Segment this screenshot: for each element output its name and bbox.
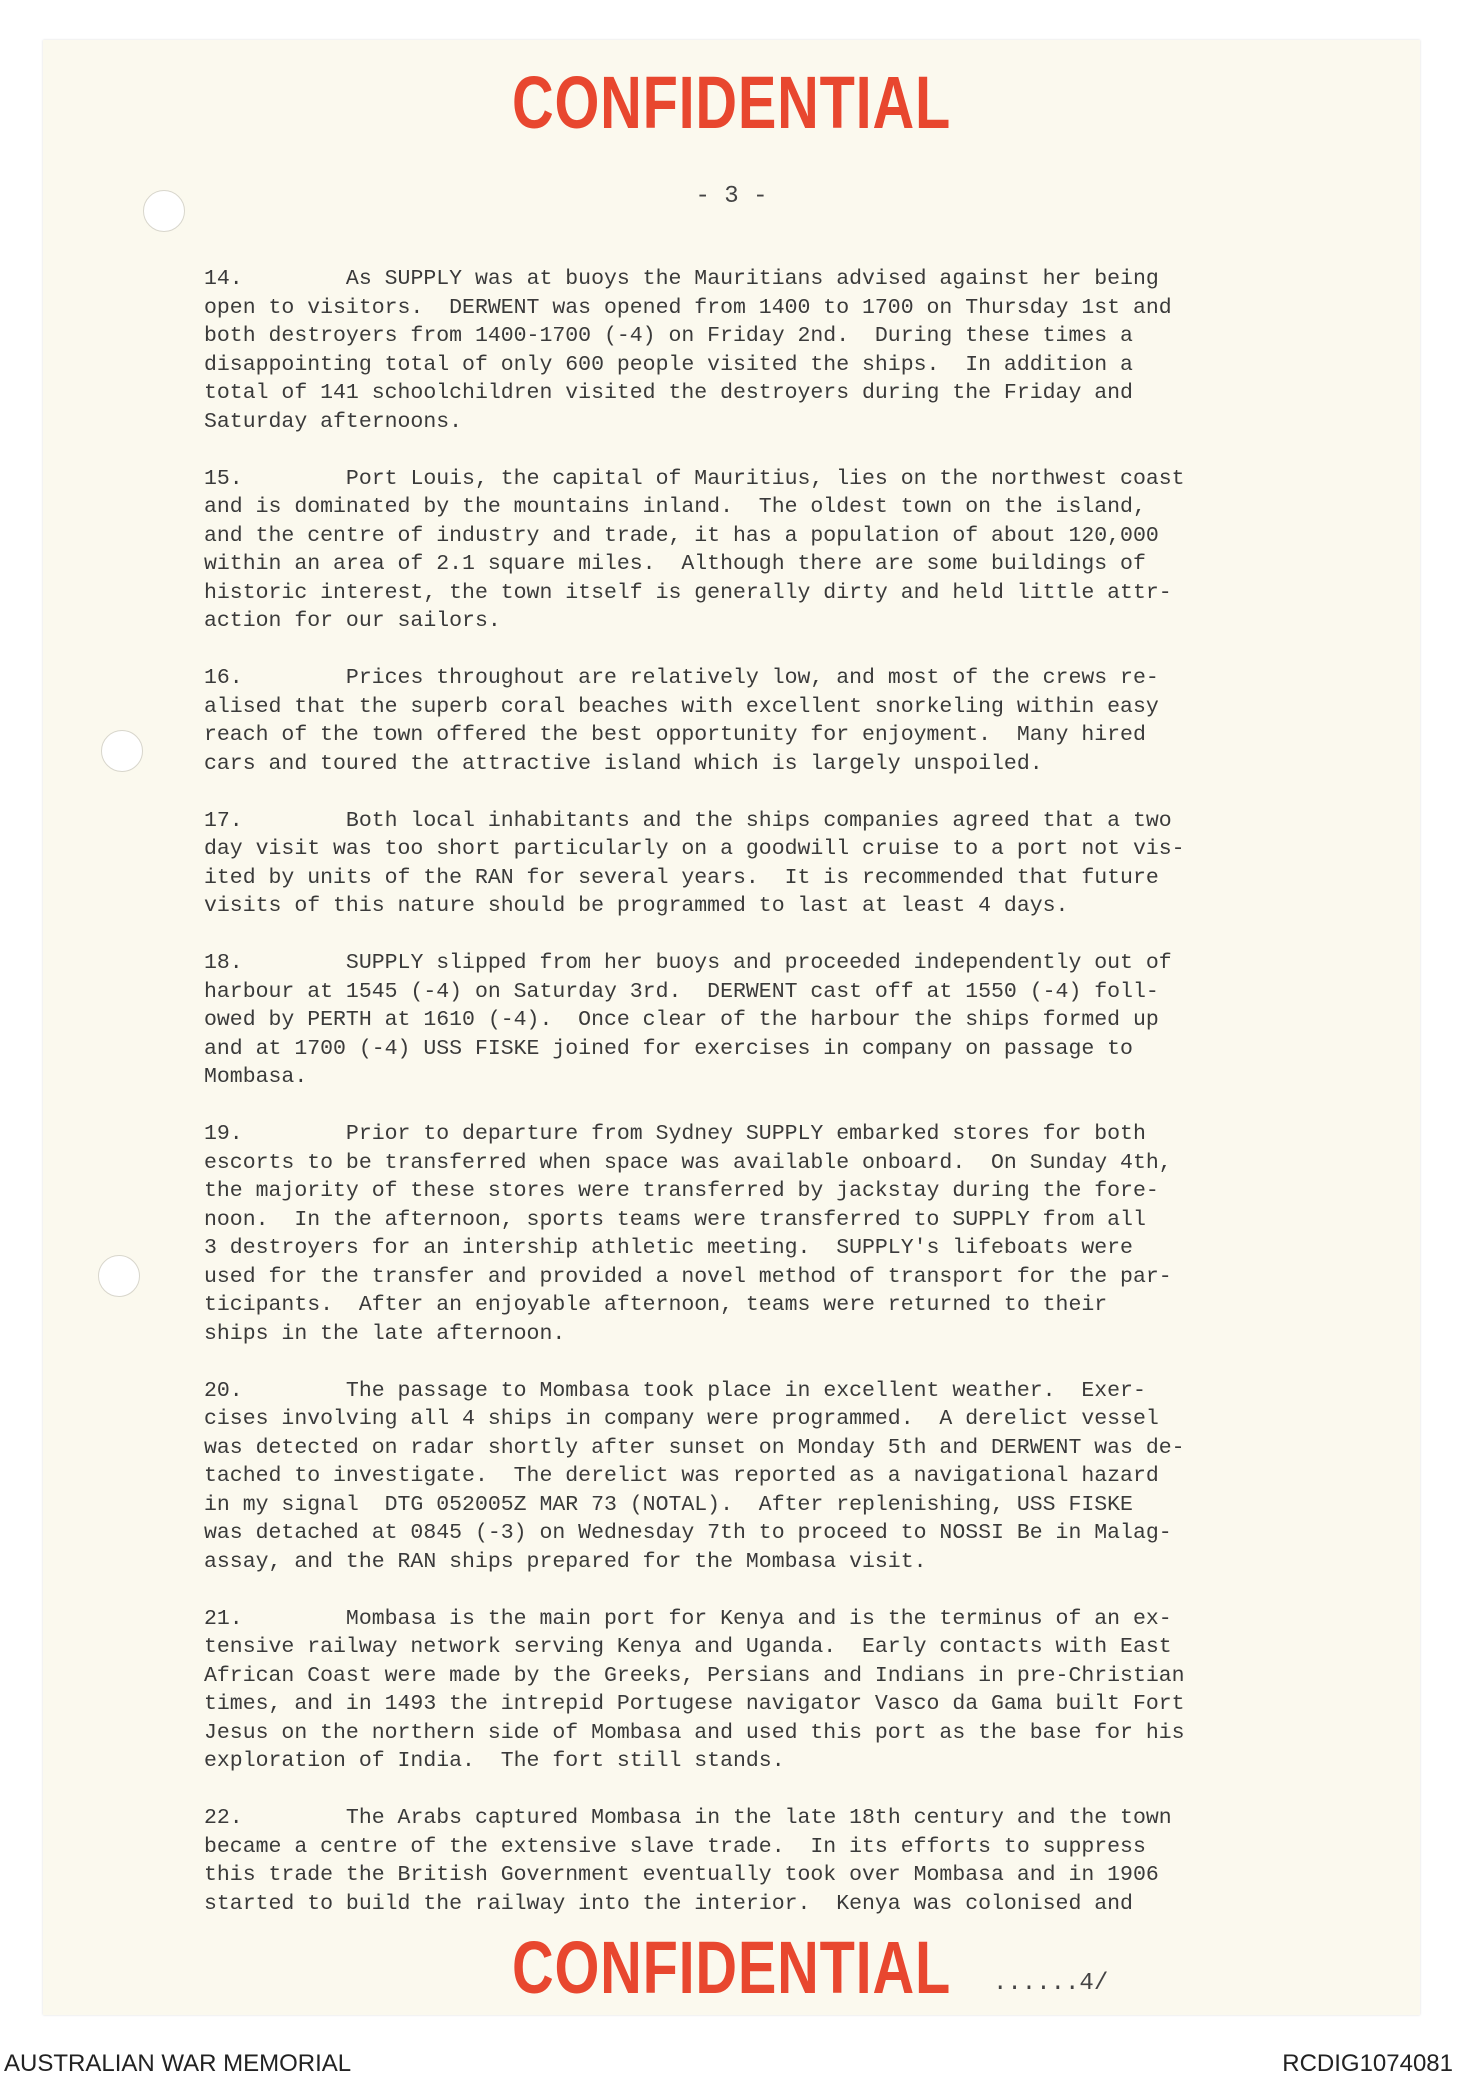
paragraph-line: [204, 664, 1314, 693]
paragraph-line: reach of the town offered the best opportunity for enjoyment. Many hired: [204, 723, 1146, 747]
paragraph-line: Saturday afternoons.: [204, 409, 463, 434]
paragraph-line: times, and in 1493 the intrepid Portugese navigator Vasco da Gama built Fort: [204, 1692, 1185, 1716]
paragraph-14: [204, 265, 1314, 436]
paragraph-15: [204, 465, 1314, 636]
paragraph-text: Prices throughout are relatively low, and most of the crews re-: [242, 666, 1159, 690]
paragraph-line: [204, 1377, 1314, 1406]
paragraph-line: harbour at 1545 (-4) on Saturday 3rd. DERWENT cast off at 1550 (-4) foll-: [204, 979, 1159, 1004]
paragraph-line: [204, 1120, 1314, 1149]
paragraph-line: and at 1700 (-4) USS FISKE joined for exercises in company on passage to: [204, 1036, 1133, 1061]
paragraph-line: total of 141 schoolchildren visited the destroyers during the Friday and: [204, 381, 1133, 405]
paragraph-line: was detected on radar shortly after sunset on Monday 5th and DERWENT was de-: [204, 1435, 1185, 1460]
paragraph-line: cises involving all 4 ships in company were programmed. A derelict vessel: [204, 1407, 1159, 1431]
paragraph-line: in my signal DTG 052005Z MAR 73 (NOTAL). After replenishing, USS FISKE: [204, 1492, 1133, 1517]
paragraph-line: [204, 1605, 1314, 1634]
paragraph-line: action for our sailors.: [204, 609, 501, 633]
paragraph-number: 14.: [204, 267, 243, 291]
paragraph-line: [204, 807, 1314, 836]
paragraph-number: 17.: [204, 808, 243, 833]
paragraph-line: disappointing total of only 600 people visited the ships. In addition a: [204, 352, 1133, 377]
paragraph-line: alised that the superb coral beaches with excellent snorkeling within easy: [204, 694, 1159, 719]
paragraph-line: noon. In the afternoon, sports teams were transferred to SUPPLY from all: [204, 1207, 1146, 1232]
paragraph-line: ticipants. After an enjoyable afternoon, teams were returned to their: [204, 1293, 1108, 1317]
paragraph-line: started to build the railway into the interior. Kenya was colonised and: [204, 1891, 1133, 1916]
punch-hole: [98, 1255, 140, 1297]
paragraph-line: [204, 949, 1314, 978]
continuation-marker: ......4/: [993, 1970, 1109, 1997]
paragraph-line: open to visitors. DERWENT was opened from 1400 to 1700 on Thursday 1st and: [204, 295, 1172, 320]
paragraph-number: 15.: [204, 466, 243, 491]
archive-record-id: RCDIG1074081: [1282, 2050, 1453, 2077]
paragraph-number: 18.: [204, 951, 243, 975]
paragraph-line: Jesus on the northern side of Mombasa and used this port as the base for his: [204, 1720, 1185, 1745]
paragraph-text: SUPPLY slipped from her buoys and proceeded independently out of: [242, 951, 1172, 975]
paragraph-line: both destroyers from 1400-1700 (-4) on Friday 2nd. During these times a: [204, 324, 1133, 348]
page-number: - 3 -: [695, 183, 768, 210]
document-body: [204, 265, 1314, 1947]
paragraph-line: assay, and the RAN ships prepared for the Mombasa visit.: [204, 1549, 927, 1574]
paragraph-line: this trade the British Government eventually took over Mombasa and in 1906: [204, 1863, 1159, 1887]
paragraph-text: The passage to Mombasa took place in excellent weather. Exer-: [242, 1378, 1146, 1403]
paragraph-line: exploration of India. The fort still stands.: [204, 1749, 785, 1773]
paragraph-line: [204, 265, 1314, 294]
paragraph-text: The Arabs captured Mombasa in the late 18th century and the town: [242, 1806, 1172, 1830]
paragraph-line: ships in the late afternoon.: [204, 1321, 566, 1346]
paragraph-line: became a centre of the extensive slave trade. In its efforts to suppress: [204, 1834, 1146, 1859]
paragraph-line: African Coast were made by the Greeks, Persians and Indians in pre-Christian: [204, 1663, 1185, 1688]
paragraph-line: and is dominated by the mountains inland. The oldest town on the island,: [204, 495, 1146, 519]
paragraph-line: used for the transfer and provided a novel method of transport for the par-: [204, 1264, 1172, 1289]
paragraph-21: [204, 1605, 1314, 1776]
paragraph-text: As SUPPLY was at buoys the Mauritians advised against her being: [242, 267, 1159, 291]
paragraph-line: owed by PERTH at 1610 (-4). Once clear of the harbour the ships formed up: [204, 1008, 1159, 1032]
paragraph-16: [204, 664, 1314, 778]
paragraph-line: tensive railway network serving Kenya and Uganda. Early contacts with East: [204, 1635, 1172, 1659]
paragraph-20: [204, 1377, 1314, 1577]
paragraph-17: [204, 807, 1314, 921]
paragraph-line: [204, 465, 1314, 494]
paragraph-line: escorts to be transferred when space was available onboard. On Sunday 4th,: [204, 1150, 1172, 1175]
paragraph-text: Mombasa is the main port for Kenya and is the terminus of an ex-: [242, 1606, 1172, 1631]
paragraph-line: [204, 1804, 1314, 1833]
paragraph-number: 16.: [204, 666, 243, 690]
paragraph-line: historic interest, the town itself is generally dirty and held little attr-: [204, 580, 1172, 605]
paragraph-number: 22.: [204, 1806, 243, 1830]
paragraph-line: day visit was too short particularly on a goodwill cruise to a port not vis-: [204, 837, 1185, 861]
archive-footer: [0, 2046, 1461, 2082]
paragraph-line: cars and toured the attractive island which is largely unspoiled.: [204, 751, 1043, 776]
paragraph-line: Mombasa.: [204, 1065, 308, 1089]
paragraph-22: [204, 1804, 1314, 1918]
confidential-stamp-top: CONFIDENTIAL: [511, 61, 952, 144]
document-page: [43, 40, 1420, 2015]
paragraph-number: 21.: [204, 1606, 243, 1631]
paragraph-line: and the centre of industry and trade, it has a population of about 120,000: [204, 523, 1159, 548]
paragraph-number: 20.: [204, 1378, 243, 1403]
paragraph-text: Prior to departure from Sydney SUPPLY embarked stores for both: [242, 1122, 1146, 1146]
confidential-stamp-bottom: CONFIDENTIAL: [511, 1926, 952, 2009]
paragraph-line: was detached at 0845 (-3) on Wednesday 7th to proceed to NOSSI Be in Malag-: [204, 1521, 1172, 1545]
paragraph-text: Port Louis, the capital of Mauritius, lies on the northwest coast: [242, 466, 1185, 491]
punch-hole: [101, 730, 143, 772]
paragraph-line: 3 destroyers for an intership athletic meeting. SUPPLY's lifeboats were: [204, 1236, 1133, 1260]
paragraph-line: tached to investigate. The derelict was reported as a navigational hazard: [204, 1464, 1159, 1488]
archive-source-label: AUSTRALIAN WAR MEMORIAL: [4, 2050, 352, 2077]
paragraph-number: 19.: [204, 1122, 243, 1146]
paragraph-19: [204, 1120, 1314, 1348]
paragraph-line: the majority of these stores were transferred by jackstay during the fore-: [204, 1179, 1159, 1203]
paragraph-line: ited by units of the RAN for several years. It is recommended that future: [204, 865, 1159, 890]
paragraph-text: Both local inhabitants and the ships companies agreed that a two: [242, 808, 1172, 833]
paragraph-line: within an area of 2.1 square miles. Although there are some buildings of: [204, 552, 1146, 576]
paragraph-line: visits of this nature should be programmed to last at least 4 days.: [204, 894, 1069, 918]
paragraph-18: [204, 949, 1314, 1092]
